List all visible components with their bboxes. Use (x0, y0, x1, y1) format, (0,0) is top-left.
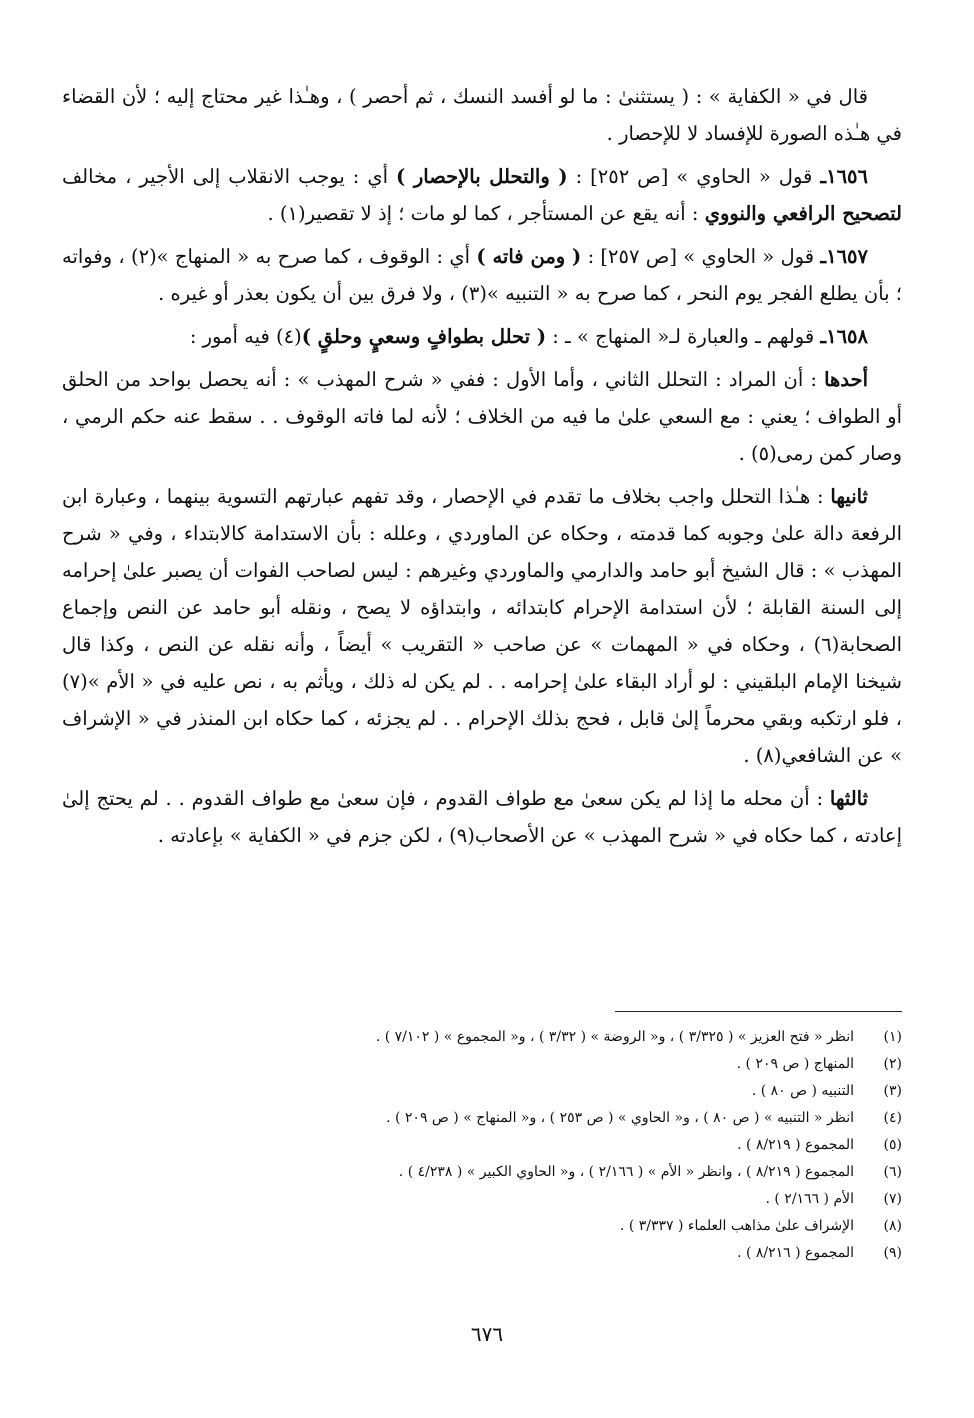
footnote-number: (٢) (883, 1056, 902, 1072)
footnote-9 (62, 1240, 902, 1267)
footnote-text: التنبيه ( ص ٨٠ ) . (751, 1083, 854, 1099)
page-number: ٦٧٦ (470, 1322, 504, 1346)
footnote-number: (٣) (883, 1083, 902, 1099)
entry-source: قول « الحاوي » [ص ٢٥٢] : (567, 165, 821, 188)
entry-number: ١٦٥٧ـ (820, 245, 868, 268)
footnote-text: الأم ( ٢/١٦٦ ) . (765, 1191, 854, 1207)
footnotes (62, 1024, 902, 1267)
paragraph-text: قال في « الكفاية » : ( يستثنىٰ : ما لو أفسد النسك ، ثم أحصر ) ، وهـٰذا غير محتاج إليه ؛ لأن القضاء في هـٰذه الصورة للإفساد لا للإحصار . (62, 85, 902, 145)
paragraph-1657 (62, 238, 902, 312)
paragraph-first (62, 361, 902, 472)
point-text: : هـٰذا التحلل واجب بخلاف ما تقدم في الإحصار ، وقد تفهم عبارتهم التسوية بينهما ، وعبارة ابن الرفعة دالة علىٰ وجوبه كما قدمته ، وحكاه عن الماوردي ، وعلله : بأن الاستدامة كالابتداء ، وفي « شرح المهذب » : قال الشيخ أبو حامد والدارمي والماوردي وغيرهم : ليس لصاحب الفوات أن يصبر علىٰ إحرامه إلى السنة القابلة ؛ لأن استدامة الإحرام كابتدائه ، وابتداؤه لا يصح ، ونقله أبو حامد عن النص وإجماع الصحابة(٦) ، وحكاه في « المهمات » عن صاحب « التقريب » أيضاً ، وأنه نقله عن النص ، وكذا قال شيخنا الإمام البلقيني : لو أراد البقاء علىٰ إحرامه . . لم يكن له ذلك ، ويأثم به ، نص عليه في « الأم »(٧) ، فلو ارتكبه وبقي محرماً إلىٰ قابل ، فحج بذلك الإحرام . . لم يجزئه ، كما حكاه ابن المنذر في « الإشراف » عن الشافعي(٨) . (62, 485, 902, 767)
footnote-text: المجموع ( ٨/٢١٦ ) . (737, 1245, 854, 1261)
footnote-text: المجموع ( ٨/٢١٩ ) . (737, 1137, 854, 1153)
footnote-number: (٧) (883, 1191, 902, 1207)
emphasis-phrase: لتصحيح الرافعي والنووي (704, 202, 902, 225)
paragraph-1 (62, 78, 902, 152)
footnote-5 (62, 1132, 902, 1159)
entry-source: قولهم ـ والعبارة لـ« المنهاج » ـ : (546, 325, 821, 348)
entry-number: ١٦٥٨ـ (820, 325, 868, 348)
main-text (62, 78, 902, 860)
point-text: : أن المراد : التحلل الثاني ، وأما الأول : ففي « شرح المهذب » : أنه يحصل بواحد من الحلق أو الطواف ؛ يعني : مع السعي علىٰ ما فيه من الخلاف ؛ لأنه لما فاته الوقوف . . سقط عنه حكم الرمي ، وصار كمن رمى(٥) . (62, 368, 902, 465)
point-label: أحدها (824, 368, 868, 391)
footnote-3 (62, 1078, 902, 1105)
quoted-phrase: ( والتحلل بالإحصار ) (396, 165, 568, 188)
footnote-text: المجموع ( ٨/٢١٩ ) ، وانظر « الأم » ( ٢/١٦٦ ) ، و« الحاوي الكبير » ( ٤/٢٣٨ ) . (398, 1164, 854, 1180)
quoted-phrase: ( ومن فاته ) (476, 245, 582, 268)
entry-number: ١٦٥٦ـ (820, 165, 868, 188)
paragraph-third (62, 780, 902, 854)
point-text: : أن محله ما إذا لم يكن سعىٰ مع طواف القدوم ، فإن سعىٰ مع طواف القدوم . . لم يحتج إلىٰ إعادته ، كما حكاه في « شرح المهذب » عن الأصحاب(٩) ، لكن جزم في « الكفاية » بإعادته . (62, 787, 902, 847)
footnote-number: (٤) (883, 1110, 902, 1126)
footnote-text: المنهاج ( ص ٢٠٩ ) . (736, 1056, 854, 1072)
footnote-number: (٨) (883, 1218, 902, 1234)
paragraph-second (62, 478, 902, 774)
paragraph-1658 (62, 318, 902, 355)
footnote-text: الإشراف علىٰ مذاهب العلماء ( ٣/٣٣٧ ) . (619, 1218, 854, 1234)
footnote-6 (62, 1159, 902, 1186)
footnote-text: انظر « التنبيه » ( ص ٨٠ ) ، و« الحاوي » ( ص ٢٥٣ ) ، و« المنهاج » ( ص ٢٠٩ ) . (386, 1110, 854, 1126)
footnote-2 (62, 1051, 902, 1078)
footnote-7 (62, 1186, 902, 1213)
footnote-number: (١) (883, 1029, 902, 1045)
footnote-text: انظر « فتح العزيز » ( ٣/٣٢٥ ) ، و« الروضة » ( ٣/٣٢ ) ، و« المجموع » ( ٧/١٠٢ ) . (375, 1029, 854, 1045)
quoted-phrase: ( تحلل بطوافٍ وسعيٍ وحلقٍ ) (301, 325, 547, 348)
entry-rest: (٤) فيه أمور : (189, 325, 302, 348)
entry-source: قول « الحاوي » [ص ٢٥٧] : (581, 245, 821, 268)
footnote-number: (٥) (883, 1137, 902, 1153)
entry-rest: : أنه يقع عن المستأجر ، كما لو مات ؛ إذ لا تقصير(١) . (267, 202, 705, 225)
footnote-separator (615, 1011, 902, 1012)
point-label: ثانيها (830, 485, 868, 508)
footnote-4 (62, 1105, 902, 1132)
footnote-number: (٩) (883, 1245, 902, 1261)
entry-text: أي : يوجب الانقلاب إلى الأجير ، مخالف (62, 165, 397, 188)
point-label: ثالثها (829, 787, 868, 810)
footnote-8 (62, 1213, 902, 1240)
paragraph-1656 (62, 158, 902, 232)
footnote-1 (62, 1024, 902, 1051)
entry-rest: أي : الوقوف ، كما صرح به « المنهاج »(٢) ، وفواته ؛ بأن يطلع الفجر يوم النحر ، كما صرح به « التنبيه »(٣) ، ولا فرق بين أن يكون بعذر أو غيره . (62, 245, 902, 305)
footnote-number: (٦) (883, 1164, 902, 1180)
